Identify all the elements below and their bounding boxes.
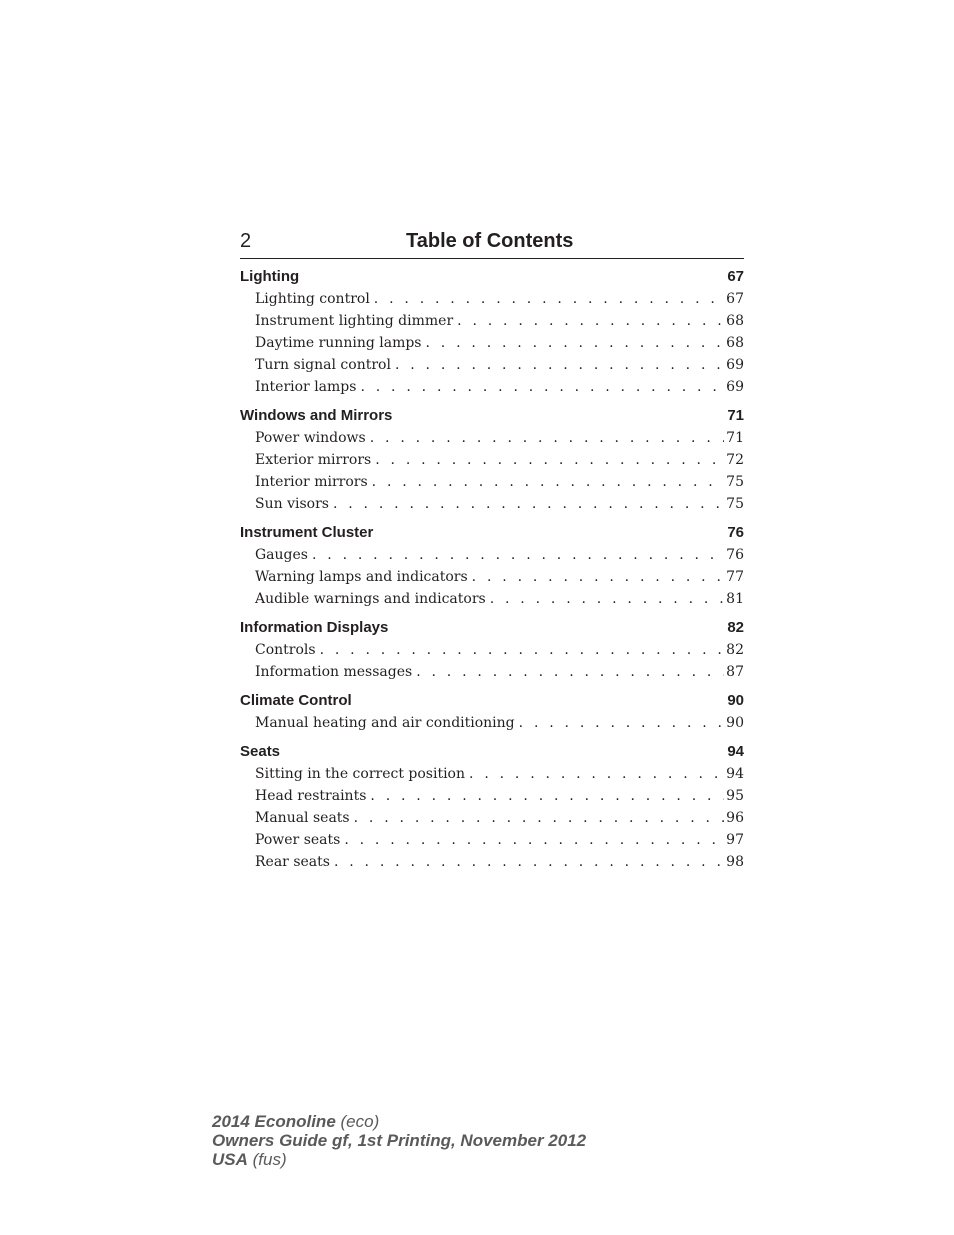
footer-model-line <box>212 1112 586 1131</box>
entry-label: Warning lamps and indicators <box>255 569 468 585</box>
section-heading[interactable] <box>240 741 744 763</box>
entry-page: 69 <box>726 357 744 373</box>
entry-label: Daytime running lamps <box>255 335 422 351</box>
section-title: Climate Control <box>240 692 352 709</box>
page-title: Table of Contents <box>406 230 574 252</box>
section-page: 67 <box>727 268 744 285</box>
entry-label: Lighting control <box>255 291 370 307</box>
dot-leader <box>375 449 724 471</box>
entry-page: 67 <box>726 291 744 307</box>
dot-leader <box>333 493 724 515</box>
toc-entry[interactable] <box>240 712 744 734</box>
dot-leader <box>519 712 725 734</box>
entry-page: 76 <box>726 547 744 563</box>
entry-label: Gauges <box>255 547 308 563</box>
dot-leader <box>472 566 725 588</box>
section-heading[interactable] <box>240 405 744 427</box>
toc-entry[interactable] <box>240 785 744 807</box>
toc-section <box>240 741 744 873</box>
toc-entry[interactable] <box>240 332 744 354</box>
footer-market-code: (fus) <box>252 1150 287 1169</box>
section-title: Instrument Cluster <box>240 524 374 541</box>
entry-page: 75 <box>726 474 744 490</box>
page-header <box>240 229 744 259</box>
entry-label: Audible warnings and indicators <box>255 591 486 607</box>
dot-leader <box>374 288 724 310</box>
footer-guide-line <box>212 1131 586 1150</box>
dot-leader <box>395 354 724 376</box>
entry-label: Exterior mirrors <box>255 452 372 468</box>
section-title: Windows and Mirrors <box>240 407 393 424</box>
toc-entry[interactable] <box>240 354 744 376</box>
entry-label: Turn signal control <box>255 357 391 373</box>
entry-page: 98 <box>726 854 744 870</box>
entry-page: 68 <box>726 313 744 329</box>
entry-page: 82 <box>726 642 744 658</box>
toc-entry[interactable] <box>240 807 744 829</box>
toc-entry[interactable] <box>240 763 744 785</box>
footer-model-code: (eco) <box>340 1112 380 1131</box>
section-page: 94 <box>727 743 744 760</box>
toc-section <box>240 266 744 398</box>
entry-page: 95 <box>726 788 744 804</box>
entry-page: 96 <box>726 810 744 826</box>
entry-page: 90 <box>726 715 744 731</box>
entry-page: 72 <box>726 452 744 468</box>
entry-label: Power seats <box>255 832 341 848</box>
dot-leader <box>457 310 724 332</box>
toc-section <box>240 405 744 515</box>
dot-leader <box>334 851 724 873</box>
section-title: Lighting <box>240 268 300 285</box>
entry-page: 68 <box>726 335 744 351</box>
toc-entry[interactable] <box>240 493 744 515</box>
toc-entry[interactable] <box>240 427 744 449</box>
footer-market: USA <box>212 1150 248 1169</box>
dot-leader <box>344 829 724 851</box>
entry-label: Interior lamps <box>255 379 357 395</box>
toc-section <box>240 690 744 734</box>
dot-leader <box>370 785 724 807</box>
toc-section <box>240 522 744 610</box>
toc-entry[interactable] <box>240 288 744 310</box>
dot-leader <box>469 763 724 785</box>
entry-page: 71 <box>726 430 744 446</box>
section-title: Seats <box>240 743 281 760</box>
dot-leader <box>320 639 725 661</box>
toc-entry[interactable] <box>240 661 744 683</box>
section-page: 76 <box>727 524 744 541</box>
toc-section <box>240 617 744 683</box>
toc-entry[interactable] <box>240 310 744 332</box>
toc-entry[interactable] <box>240 851 744 873</box>
dot-leader <box>312 544 724 566</box>
section-heading[interactable] <box>240 617 744 639</box>
entry-page: 97 <box>726 832 744 848</box>
dot-leader <box>416 661 724 683</box>
entry-label: Sitting in the correct position <box>255 766 466 782</box>
footer <box>212 1112 586 1169</box>
entry-page: 81 <box>726 591 744 607</box>
toc-entry[interactable] <box>240 471 744 493</box>
entry-label: Information messages <box>255 664 413 680</box>
entry-label: Manual heating and air conditioning <box>255 715 515 731</box>
section-heading[interactable] <box>240 266 744 288</box>
section-page: 71 <box>727 407 744 424</box>
entry-page: 87 <box>726 664 744 680</box>
toc-entry[interactable] <box>240 566 744 588</box>
dot-leader <box>370 427 724 449</box>
toc-entry[interactable] <box>240 544 744 566</box>
entry-page: 94 <box>726 766 744 782</box>
entry-page: 69 <box>726 379 744 395</box>
section-page: 90 <box>727 692 744 709</box>
dot-leader <box>426 332 725 354</box>
toc-entry[interactable] <box>240 449 744 471</box>
entry-label: Head restraints <box>255 788 367 804</box>
dot-leader <box>354 807 725 829</box>
toc-entry[interactable] <box>240 639 744 661</box>
footer-model: 2014 Econoline <box>212 1112 336 1131</box>
toc-entry[interactable] <box>240 829 744 851</box>
entry-label: Instrument lighting dimmer <box>255 313 454 329</box>
toc-entry[interactable] <box>240 376 744 398</box>
entry-label: Manual seats <box>255 810 350 826</box>
entry-label: Controls <box>255 642 316 658</box>
section-title: Information Displays <box>240 619 389 636</box>
toc-entry[interactable] <box>240 588 744 610</box>
section-heading[interactable] <box>240 522 744 544</box>
section-heading[interactable] <box>240 690 744 712</box>
entry-page: 75 <box>726 496 744 512</box>
section-page: 82 <box>727 619 744 636</box>
entry-label: Interior mirrors <box>255 474 368 490</box>
dot-leader <box>372 471 725 493</box>
entry-label: Power windows <box>255 430 366 446</box>
page-number: 2 <box>240 230 252 252</box>
dot-leader <box>490 588 724 610</box>
dot-leader <box>360 376 724 398</box>
footer-market-line <box>212 1150 586 1169</box>
entry-page: 77 <box>726 569 744 585</box>
entry-label: Sun visors <box>255 496 329 512</box>
footer-guide: Owners Guide gf, 1st Printing, November 2012 <box>212 1131 587 1150</box>
entry-label: Rear seats <box>255 854 330 870</box>
table-of-contents <box>240 266 744 880</box>
